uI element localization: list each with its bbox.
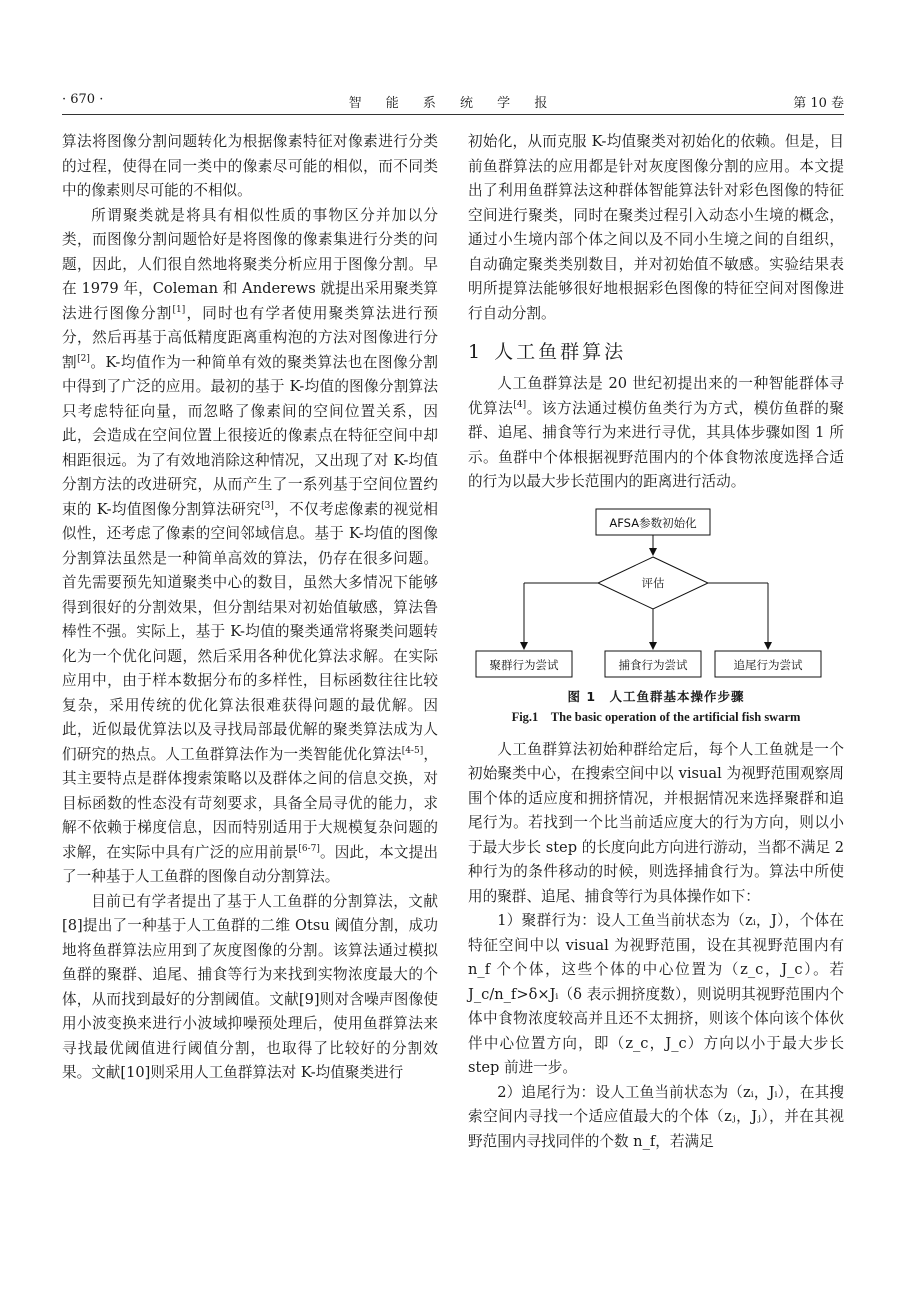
paragraph: 初始化，从而克服 K-均值聚类对初始化的依赖。但是，目前鱼群算法的应用都是针对灰度图像分割的应用。本文提出了利用鱼群算法这种群体智能算法针对彩色图像的特征空间进行聚类，同时在聚类过程引入动态小生境的概念，通过小生境内部个体之间以及不同小生境之间的自组织，自动确定聚类类别数目，并对初始值不敏感。实验结果表明所提算法能够很好地根据彩色图像的特征空间对图像进行自动分割。 <box>468 133 844 322</box>
citation: [2] <box>77 353 90 364</box>
init-box-label: AFSA参数初始化 <box>609 515 697 530</box>
prey-box-label: 捕食行为尝试 <box>618 657 688 672</box>
left-column <box>62 130 438 1086</box>
figure-caption-en: Fig.1 The basic operation of the artificial fish swarm <box>511 709 801 724</box>
citation: [4] <box>513 399 527 410</box>
section-title: 人工鱼群算法 <box>494 341 627 363</box>
citation: [4-5] <box>401 745 424 756</box>
paragraph: 1）聚群行为：设人工鱼当前状态为（zᵢ，J），个体在特征空间中以 visual 为视野范围，设在其视野范围内有 n_f 个个体，这些个体的中心位置为（z_c，J_c）。若 J_c/n_f>δ×Jᵢ（δ 表示拥挤度数），则说明其视野范围内个体中食物浓度较高并且还不太拥挤，则该个体向该个体伙伴中心位置方向，即（z_c，J_c）方向以小于最大步长 step 前进一步。 <box>468 912 844 1076</box>
figure-flowchart <box>468 501 844 736</box>
page-header <box>62 92 844 116</box>
header-rule <box>62 114 844 115</box>
volume-label: 第 10 卷 <box>793 96 844 111</box>
section-number: 1 <box>468 341 481 363</box>
figure-caption-cn: 图 1 人工鱼群基本操作步骤 <box>567 688 745 704</box>
paragraph: 人工鱼群算法初始种群给定后，每个人工鱼就是一个初始聚类中心，在搜索空间中以 visual 为视野范围观察周围个体的适应度和拥挤情况，并根据情况来选择聚群和追尾行为。若找到一个比当前适应度大的行为方向，则以小于最大步长 step 的长度向此方向进行游动，当都不满足 2 种行为的条件移动的时候，则选择捕食行为。算法中所使用的聚群、追尾、捕食等行为具体操作如下： <box>468 740 844 905</box>
paragraph: 2）追尾行为：设人工鱼当前状态为（zᵢ，Jᵢ），在其搜索空间内寻找一个适应值最大的个体（zⱼ，Jⱼ），并在其视野范围内寻找同伴的个数 n_f，若满足 <box>468 1083 844 1150</box>
section-heading <box>468 338 844 366</box>
swarm-box-label: 聚群行为尝试 <box>489 657 559 672</box>
citation: [1] <box>172 304 186 315</box>
journal-title: 智 能 系 统 学 报 <box>348 96 558 111</box>
follow-box-label: 追尾行为尝试 <box>733 657 803 672</box>
right-column <box>468 130 844 1154</box>
paragraph: 人工鱼群算法是 20 世纪初提出来的一种智能群体寻优算法[4]。该方法通过模仿鱼类行为方式，模仿鱼群的聚群、追尾、捕食等行为来进行寻优，其具体步骤如图 1 所示。鱼群中个体根据视野范围内的个体食物浓度选择合适的行为以最大步长范围内的距离进行活动。 <box>468 375 844 490</box>
citation: [3] <box>261 500 274 511</box>
paragraph: 算法将图像分割问题转化为根据像素特征对像素进行分类的过程，使得在同一类中的像素尽可能的相似，而不同类中的像素则尽可能的不相似。 <box>62 133 438 199</box>
paragraph: 所谓聚类就是将具有相似性质的事物区分并加以分类，而图像分割问题恰好是将图像的像素集进行分类的问题，因此，人们很自然地将聚类分析应用于图像分割。早在 1979 年，Coleman 和 Anderews 就提出采用聚类算法进行图像分割[1]，同时也有学者使用聚类算法进行预分，然后再基于高低精度距离重构泡的方法对图像进行分割[2]。K-均值作为一种简单有效的聚类算法也在图像分割中得到了广泛的应用。最初的基于 K-均值的图像分割算法只考虑特征向量，而忽略了像素间的空间位置关系，因此，会造成在空间位置上很接近的像素点在特征空间中却相距很远。为了有效地消除这种情况，又出现了对 K-均值分割方法的改进研究，从而产生了一系列基于空间位置约束的 K-均值图像分割算法研究[3]，不仅考虑像素的视觉相似性，还考虑了像素的空间邻域信息。基于 K-均值的图像分割算法虽然是一种简单高效的算法，仍存在很多问题。首先需要预先知道聚类中心的数目，虽然大多情况下能够得到很好的分割效果，但分割结果对初始值敏感，算法鲁棒性不强。实际上，基于 K-均值的聚类通常将聚类问题转化为一个优化问题，然后采用各种优化算法求解。在实际应用中，由于样本数据分布的多样性，目标函数往往比较复杂，采用传统的优化算法很难获得问题的最优解。因此，近似最优算法以及寻找局部最优解的聚类算法成为人们研究的热点。人工鱼群算法作为一类智能优化算法[4-5]，其主要特点是群体搜索策略以及群体之间的信息交换，对目标函数的性态没有苛刻要求，具备全局寻优的能力，求解不依赖于梯度信息，因而特别适用于大规模复杂问题的求解，在实际中具有广泛的应用前景[6-7]。因此，本文提出了一种基于人工鱼群的图像自动分割算法。 <box>62 206 438 885</box>
citation: [6-7] <box>298 843 320 854</box>
page-number: · 670 · <box>62 92 104 107</box>
eval-diamond-label: 评估 <box>641 575 665 590</box>
paragraph: 目前已有学者提出了基于人工鱼群的分割算法，文献[8]提出了一种基于人工鱼群的二维 Otsu 阈值分割，成功地将鱼群算法应用到了灰度图像的分割。该算法通过模拟鱼群的聚群、追尾、捕食等行为来找到实物浓度最大的个体，从而找到最好的分割阈值。文献[9]则对含噪声图像使用小波变换来进行小波域抑噪预处理后，使用鱼群算法来寻找最优阈值进行阈值分割，也取得了比较好的分割效果。文献[10]则采用人工鱼群算法对 K-均值聚类进行 <box>62 892 438 1081</box>
